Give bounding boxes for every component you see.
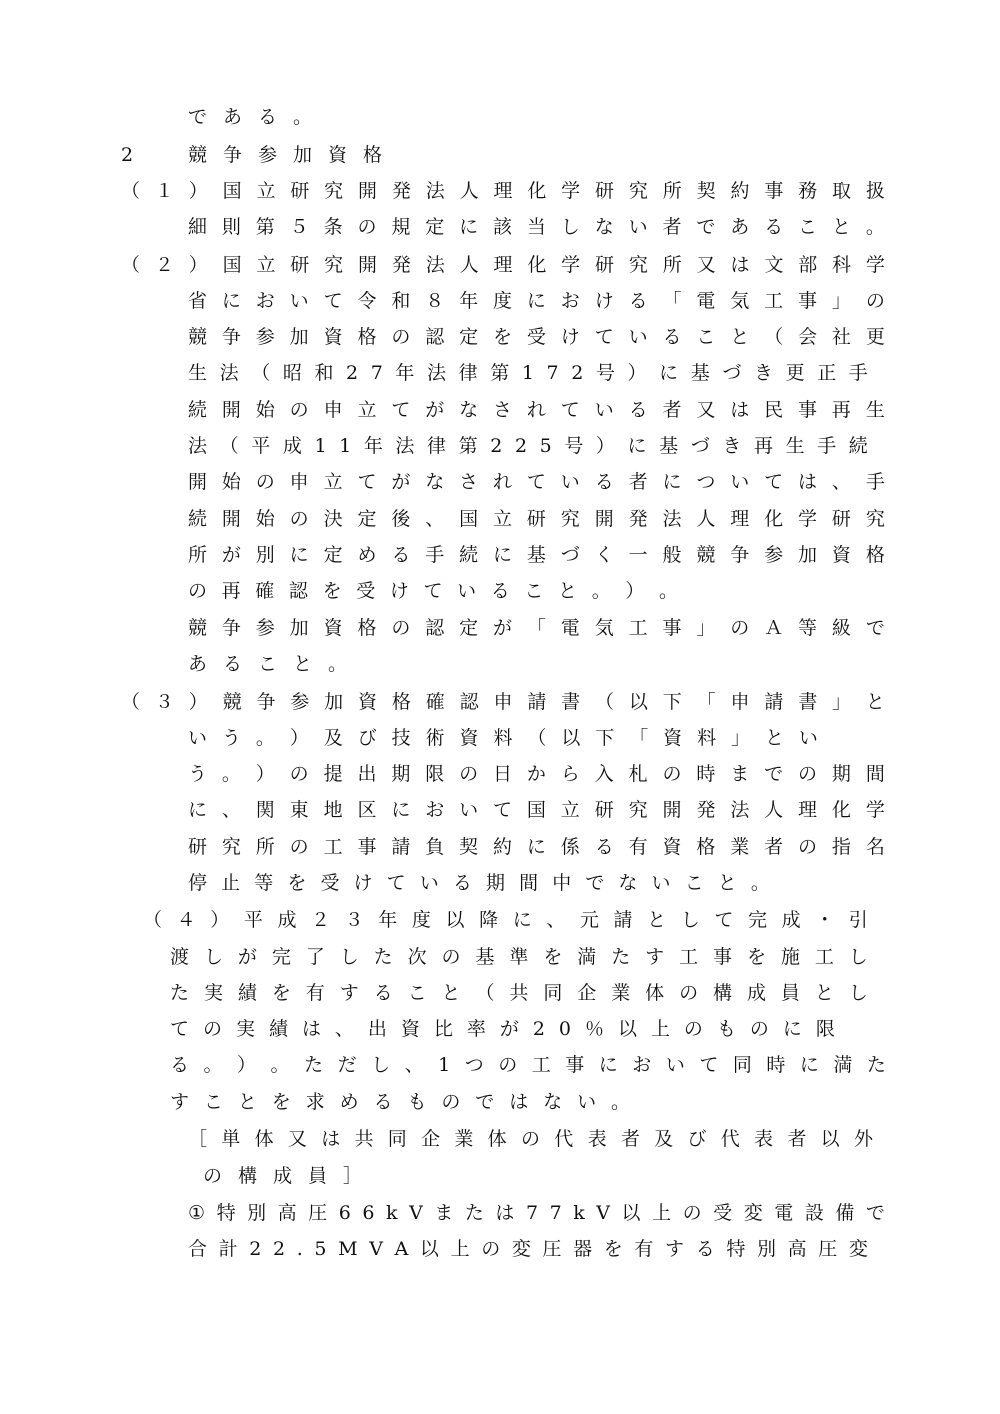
text-line: 細 則 第 ５ 条 の 規 定 に 該 当 し な い 者 で あ る こ と 。	[188, 216, 885, 238]
text-line: 渡 し が 完 了 し た 次 の 基 準 を 満 た す 工 事 を 施 工 し	[170, 946, 868, 968]
text-line: 競 争 参 加 資 格 の 認 定 を 受 け て い る こ と （ 会 社 更	[188, 326, 885, 348]
section-heading: 競争参加資格	[188, 144, 399, 166]
text-line: （ ４ ） 平 成 ２ ３ 年 度 以 降 に 、 元 請 と し て 完 成 ・ 引	[143, 909, 868, 931]
text-line: （ ２ ） 国 立 研 究 開 発 法 人 理 化 学 研 究 所 又 は 文 部 科 学	[121, 254, 885, 276]
text-line: 省 に お い て 令 和 ８ 年 度 に お け る 「 電 気 工 事 」 の	[188, 290, 885, 312]
text-line: 競 争 参 加 資 格 の 認 定 が 「 電 気 工 事 」 の Ａ 等 級 で	[188, 617, 885, 639]
text-line: た 実 績 を 有 す る こ と （ 共 同 企 業 体 の 構 成 員 と し	[170, 982, 868, 1004]
text-line: 生 法 （ 昭 和 2 7 年 法 律 第 1 7 2 号 ） に 基 づ き 更 正 手	[188, 362, 868, 384]
text-line: す こ と を 求 め る も の で は な い 。	[170, 1091, 630, 1113]
text-line: の構成員］	[203, 1165, 379, 1187]
text-line: て の 実 績 は 、 出 資 比 率 が 2 0 ％ 以 上 の も の に 限	[170, 1018, 835, 1040]
text-line: あること。	[188, 653, 364, 675]
text-line: である。	[188, 106, 329, 128]
text-line: の 再 確 認 を 受 け て い る こ と 。 ） 。	[188, 580, 678, 602]
text-line: （ ３ ） 競 争 参 加 資 格 確 認 申 請 書 （ 以 下 「 申 請 書 」 と	[121, 691, 885, 713]
text-line: ［ 単 体 又 は 共 同 企 業 体 の 代 表 者 及 び 代 表 者 以 外	[188, 1128, 873, 1150]
text-line: 開 始 の 申 立 て が な さ れ て い る 者 に つ い て は 、 手	[188, 471, 885, 493]
text-line: 合 計 2 2 . 5 M V A 以 上 の 変 圧 器 を 有 す る 特 別 高 圧 変	[188, 1238, 868, 1260]
text-line: い う 。 ） 及 び 技 術 資 料 （ 以 下 「 資 料 」 と い	[188, 727, 818, 749]
section-number: 2	[121, 144, 134, 166]
text-line: 所 が 別 に 定 め る 手 続 に 基 づ く 一 般 競 争 参 加 資 格	[188, 544, 885, 566]
text-line: ① 特 別 高 圧 6 6 k V ま た は 7 7 k V 以 上 の 受 変 電 設 備 で	[188, 1202, 885, 1224]
text-line: る 。 ） 。 た だ し 、 1 つ の 工 事 に お い て 同 時 に 満 た	[170, 1054, 886, 1076]
text-line: （ １ ） 国 立 研 究 開 発 法 人 理 化 学 研 究 所 契 約 事 務 取 扱	[121, 180, 885, 202]
text-line: 研 究 所 の 工 事 請 負 契 約 に 係 る 有 資 格 業 者 の 指 名	[188, 836, 885, 858]
text-line: 続 開 始 の 決 定 後 、 国 立 研 究 開 発 法 人 理 化 学 研 究	[188, 508, 885, 530]
text-line: う 。 ） の 提 出 期 限 の 日 か ら 入 札 の 時 ま で の 期 間	[188, 763, 885, 785]
text-line: 停 止 等 を 受 け て い る 期 間 中 で な い こ と 。	[188, 872, 770, 894]
text-line: 続 開 始 の 申 立 て が な さ れ て い る 者 又 は 民 事 再 生	[188, 399, 885, 421]
text-line: 法 （ 平 成 1 1 年 法 律 第 2 2 5 号 ） に 基 づ き 再 生 手 続	[188, 435, 868, 457]
text-line: に 、 関 東 地 区 に お い て 国 立 研 究 開 発 法 人 理 化 学	[188, 799, 885, 821]
